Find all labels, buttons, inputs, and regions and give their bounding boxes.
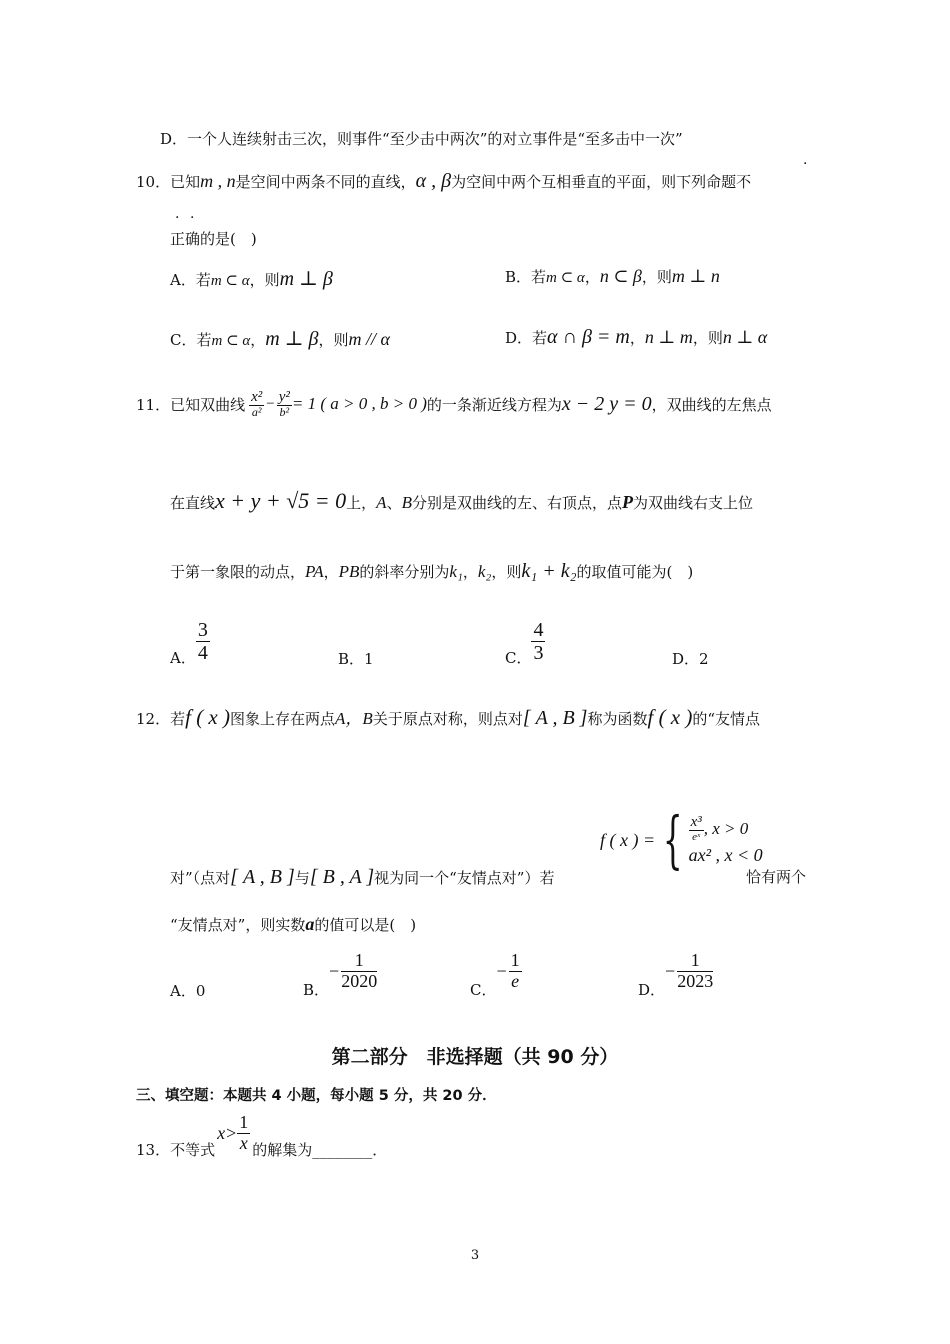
neg-fraction bbox=[329, 951, 377, 992]
numerator: x³ bbox=[690, 813, 702, 830]
math: P bbox=[621, 492, 633, 512]
q12-line3 bbox=[170, 914, 416, 935]
fraction bbox=[341, 951, 377, 992]
text: 的斜率分别为 bbox=[359, 563, 450, 581]
q12-option-a: A．0 bbox=[170, 982, 206, 1000]
minus: − bbox=[329, 961, 340, 982]
text: ，则 bbox=[318, 331, 349, 349]
q11-line1 bbox=[136, 380, 772, 428]
q12-option-d bbox=[638, 944, 713, 1000]
math: n ⊥ m bbox=[644, 327, 693, 347]
math: PA bbox=[305, 562, 324, 581]
math-alpha-beta: α , β bbox=[415, 170, 452, 192]
text: ， bbox=[584, 268, 600, 286]
minus: − bbox=[496, 961, 507, 982]
denominator: b² bbox=[279, 405, 290, 420]
math: k₁ + k₂ bbox=[521, 560, 577, 582]
neg-fraction bbox=[665, 951, 713, 992]
math: a bbox=[305, 914, 315, 934]
q10-option-a bbox=[170, 266, 333, 291]
fraction-y2-b2 bbox=[277, 389, 292, 420]
label: D． bbox=[638, 981, 666, 999]
label: A．若 bbox=[170, 271, 211, 289]
denominator: eˣ bbox=[692, 831, 701, 844]
math: m ⊂ α bbox=[210, 273, 250, 289]
q11-option-b: B．1 bbox=[338, 650, 374, 668]
text: 称为函数 bbox=[587, 710, 648, 728]
math: m ⊂ α bbox=[546, 270, 585, 286]
denominator: a² bbox=[251, 405, 262, 420]
text: 上， bbox=[346, 494, 377, 512]
q11-option-c bbox=[505, 614, 545, 668]
denominator: 2020 bbox=[341, 971, 378, 992]
math: m ⊂ α bbox=[211, 333, 251, 349]
math: n ⊥ α bbox=[722, 327, 768, 347]
math: m ⊥ β bbox=[279, 268, 333, 290]
fraction bbox=[237, 1113, 250, 1154]
q11-option-a bbox=[170, 614, 210, 668]
text: 为双曲线右支上位 bbox=[632, 494, 753, 512]
math: x bbox=[217, 1123, 226, 1144]
math: k₁ bbox=[449, 562, 463, 581]
text: 的一条渐近线方程为 bbox=[426, 395, 562, 414]
q13 bbox=[136, 1104, 387, 1160]
text: “友情点对”，则实数 bbox=[170, 916, 306, 934]
label: C． bbox=[470, 981, 497, 999]
text: 的取值可能为( ) bbox=[576, 563, 694, 581]
math: > bbox=[226, 1123, 237, 1144]
emphasis-dot: · bbox=[803, 156, 808, 172]
math: B bbox=[401, 493, 412, 512]
q10-option-b bbox=[505, 266, 720, 287]
text: ，双曲线的左焦点 bbox=[651, 395, 772, 414]
denominator: e bbox=[511, 971, 520, 992]
neg-fraction bbox=[496, 951, 521, 992]
numerator: x² bbox=[251, 388, 263, 405]
label: C． bbox=[505, 649, 532, 667]
question-number: 13． bbox=[136, 1141, 171, 1159]
case-1 bbox=[689, 814, 763, 844]
numerator: 1 bbox=[510, 950, 520, 971]
text: 不等式 bbox=[170, 1141, 216, 1159]
emphasis-dot: · bbox=[175, 210, 180, 226]
q12-line1 bbox=[136, 704, 760, 730]
emphasis-dot: · bbox=[190, 210, 195, 226]
math: = 1 ( a > 0 , b > 0 ) bbox=[291, 394, 427, 413]
denominator: 2023 bbox=[677, 971, 714, 992]
q12-option-b bbox=[303, 944, 377, 1000]
fraction bbox=[196, 619, 210, 664]
question-number: 11． bbox=[136, 395, 171, 414]
text: 对”（点对 bbox=[170, 869, 231, 887]
text: 已知 bbox=[170, 173, 201, 191]
text: ，则 bbox=[491, 563, 522, 581]
math: PB bbox=[338, 562, 360, 581]
fraction-x2-a2 bbox=[249, 389, 264, 420]
numerator: 4 bbox=[533, 619, 544, 641]
text: ， bbox=[323, 563, 339, 581]
text: 在直线 bbox=[170, 494, 216, 512]
fraction bbox=[689, 814, 704, 844]
math: k₂ bbox=[477, 562, 492, 581]
text: 若 bbox=[170, 710, 186, 728]
text: ， bbox=[462, 563, 478, 581]
q12-line2-left bbox=[170, 866, 554, 889]
section3-title: 三、填空题：本题共 4 小题，每小题 5 分，共 20 分． bbox=[136, 1088, 497, 1104]
text: 为空间中两个互相垂直的平面，则下列命题不 bbox=[451, 173, 752, 191]
denominator: 3 bbox=[533, 642, 544, 664]
math-mn: m , n bbox=[200, 171, 236, 191]
fraction bbox=[677, 951, 713, 992]
minus: − bbox=[665, 961, 676, 982]
q9-option-d: D．一个人连续射击三次，则事件“至少击中两次”的对立事件是“至多击中一次” bbox=[160, 130, 683, 148]
math: f ( x ) bbox=[647, 705, 693, 729]
text: ， bbox=[250, 331, 266, 349]
text: 的解集为________． bbox=[252, 1141, 388, 1159]
math: α ∩ β = m bbox=[547, 326, 630, 348]
cases bbox=[689, 814, 763, 867]
text: 分别是双曲线的左、右顶点，点 bbox=[411, 494, 622, 512]
math: f ( x ) bbox=[185, 705, 231, 729]
math: [ B , A ] bbox=[309, 866, 375, 888]
math: [ A , B ] bbox=[230, 866, 295, 888]
q11-line3 bbox=[170, 560, 693, 583]
page-number: 3 bbox=[470, 1248, 480, 1263]
q10-option-c bbox=[170, 326, 390, 351]
text: ，则 bbox=[692, 329, 723, 347]
case-2: ax² , x < 0 bbox=[688, 845, 763, 866]
label: A． bbox=[170, 649, 196, 667]
text: 视为同一个“友情点对”）若 bbox=[374, 869, 555, 887]
fraction bbox=[531, 619, 545, 664]
math-inequality bbox=[217, 1113, 250, 1154]
math: m ⊥ n bbox=[671, 266, 720, 286]
label: D．若 bbox=[505, 329, 548, 347]
fraction bbox=[509, 951, 522, 992]
math: [ A , B ] bbox=[522, 707, 588, 729]
text: ，则 bbox=[249, 271, 280, 289]
label: C．若 bbox=[170, 331, 212, 349]
part2-title: 第二部分 非选择题（共 90 分） bbox=[331, 1046, 619, 1068]
numerator: 1 bbox=[341, 951, 377, 972]
question-number: 12． bbox=[136, 710, 171, 728]
text: 的“友情点 bbox=[692, 710, 761, 728]
q12-line2-right: 恰有两个 bbox=[746, 868, 807, 886]
q10-option-d bbox=[505, 326, 767, 349]
denominator: x bbox=[239, 1133, 248, 1154]
text: 图象上存在两点 bbox=[230, 710, 336, 728]
math-line: x + y + √5 = 0 bbox=[215, 488, 347, 513]
numerator: 1 bbox=[677, 951, 713, 972]
text: ，则 bbox=[641, 268, 672, 286]
math: , x > 0 bbox=[703, 818, 749, 838]
q10-line2: 正确的是( ) bbox=[170, 230, 257, 248]
text: 是空间中两条不同的直线， bbox=[235, 173, 416, 191]
minus: − bbox=[266, 395, 275, 412]
math: n ⊂ β bbox=[599, 266, 642, 286]
math: m ⊥ β bbox=[265, 328, 319, 350]
question-number: 10． bbox=[136, 173, 171, 191]
label: B． bbox=[303, 981, 330, 999]
text: 与 bbox=[294, 869, 310, 887]
numerator: y² bbox=[278, 388, 290, 405]
text: 的值可以是( ) bbox=[314, 916, 417, 934]
numerator: 1 bbox=[239, 1112, 249, 1133]
math: f ( x ) = bbox=[600, 829, 656, 850]
denominator: 4 bbox=[197, 642, 208, 664]
text: 于第一象限的动点， bbox=[170, 563, 306, 581]
text: ， bbox=[629, 329, 645, 347]
q11-line2 bbox=[170, 488, 753, 514]
text: 关于原点对称，则点对 bbox=[372, 710, 523, 728]
q10-line1 bbox=[136, 170, 751, 193]
math: A，B bbox=[335, 709, 373, 728]
text: 、 bbox=[386, 494, 402, 512]
math: A bbox=[376, 493, 387, 512]
q11-option-d: D．2 bbox=[672, 650, 709, 668]
brace: { bbox=[662, 803, 683, 876]
text: 已知双曲线 bbox=[170, 395, 246, 414]
math-asymptote: x − 2 y = 0 bbox=[561, 392, 652, 415]
q12-option-c bbox=[470, 944, 522, 1000]
piecewise-function bbox=[600, 800, 763, 880]
math: m // α bbox=[348, 329, 390, 349]
numerator: 3 bbox=[197, 619, 208, 641]
label: B．若 bbox=[505, 268, 547, 286]
